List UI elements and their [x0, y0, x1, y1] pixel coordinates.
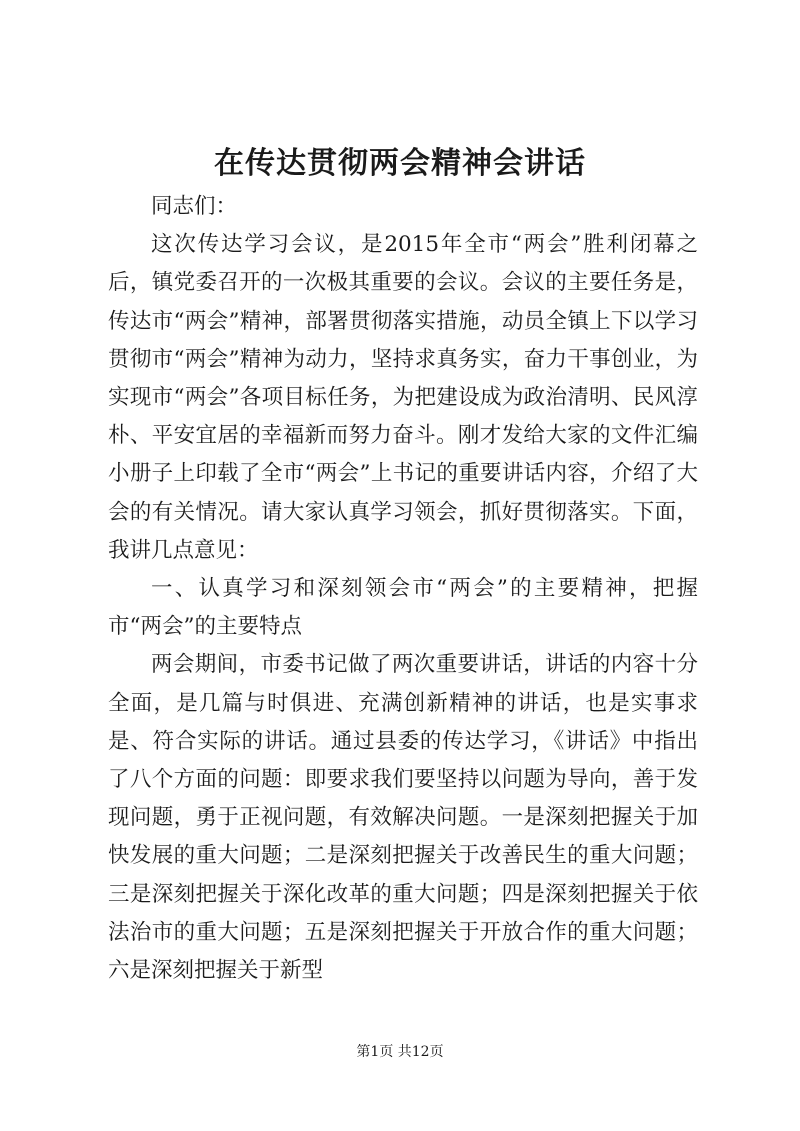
- body-paragraph: 两会期间，市委书记做了两次重要讲话，讲话的内容十分全面，是几篇与时俱进、充满创新精神的讲话，也是实事求是、符合实际的讲话。通过县委的传达学习，《讲话》中指出了八个方面的问题：即要求我们要坚持以问题为导向，善于发现问题，勇于正视问题，有效解决问题。一是深刻把握关于加快发展的重大问题；二是深刻把握关于改善民生的重大问题；三是深刻把握关于深化改革的重大问题；四是深刻把握关于依法治市的重大问题；五是深刻把握关于开放合作的重大问题；六是深刻把握关于新型: [108, 652, 698, 984]
- intro-paragraph: 这次传达学习会议，是2015年全市“两会”胜利闭幕之后，镇党委召开的一次极其重要的会议。会议的主要任务是，传达市“两会”精神，部署贯彻落实措施，动员全镇上下以学习贯彻市“两会”精神为动力，坚持求真务实，奋力干事创业，为实现市“两会”各项目标任务，为把建设成为政治清明、民风淳朴、平安宜居的幸福新而努力奋斗。刚才发给大家的文件汇编小册子上印载了全市“两会”上书记的重要讲话内容，介绍了大会的有关情况。请大家认真学习领会，抓好贯彻落实。下面，我讲几点意见：: [108, 232, 698, 563]
- salutation-paragraph: 同志们：: [151, 194, 238, 219]
- page-footer: 第1页 共12页: [356, 1044, 444, 1060]
- section-heading-paragraph: 一、认真学习和深刻领会市“两会”的主要精神，把握市“两会”的主要特点: [108, 576, 698, 640]
- document-body: [108, 188, 698, 990]
- document-title: 在传达贯彻两会精神会讲话: [214, 146, 586, 181]
